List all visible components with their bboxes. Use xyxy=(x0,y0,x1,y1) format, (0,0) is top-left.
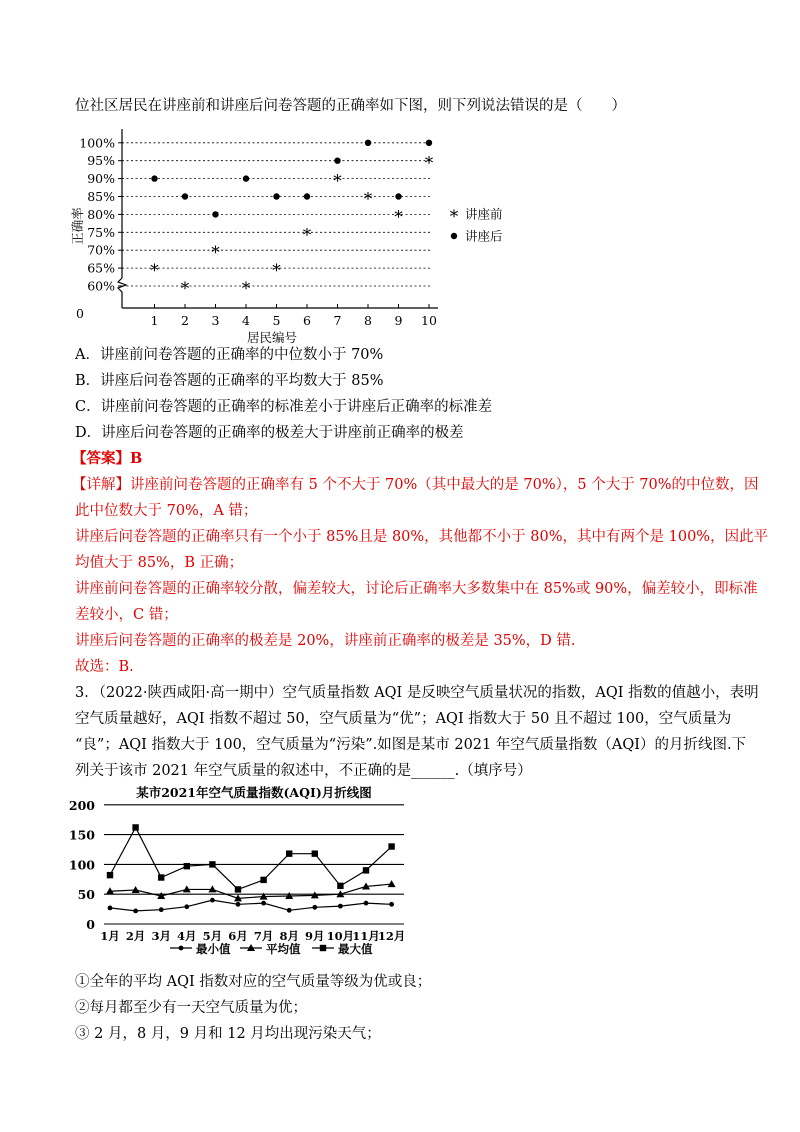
data-point xyxy=(388,880,396,887)
option-d: D．讲座后问卷答题的正确率的极差大于讲座前正确率的极差 xyxy=(75,425,464,441)
x-tick-label: 8月 xyxy=(279,929,299,943)
data-point xyxy=(389,902,394,907)
before-point: * xyxy=(424,153,434,174)
x-tick-label: 1 xyxy=(150,313,159,328)
series-line xyxy=(110,827,392,889)
data-point xyxy=(184,904,189,909)
before-point: * xyxy=(211,243,220,264)
data-point xyxy=(388,843,394,849)
after-point xyxy=(273,193,279,199)
x-tick-label: 4 xyxy=(242,313,250,328)
legend-label: 讲座前 xyxy=(465,206,503,222)
x-axis-label: 居民编号 xyxy=(246,330,298,345)
statement-2: ②每月都至少有一天空气质量为优； xyxy=(75,1000,307,1016)
explanation-line: 【详解】讲座前问卷答题的正确率有 5 个不大于 70%（其中最大的是 70%），5 个大于 70%的中位数，因 xyxy=(72,477,759,493)
after-point xyxy=(395,193,401,199)
before-point: * xyxy=(150,261,159,282)
after-point xyxy=(151,175,157,181)
series-line xyxy=(110,900,392,911)
series-line xyxy=(110,884,392,898)
question-3-line: “良”；AQI 指数大于 100，空气质量为“污染”.如图是某市 2021 年空气质量指数（AQI）的月折线图.下 xyxy=(75,737,747,753)
explanation-line: 故选：B. xyxy=(75,659,134,675)
question-intro: 位社区居民在讲座前和讲座后问卷答题的正确率如下图，则下列说法错误的是（ ） xyxy=(75,98,626,114)
y-tick-label: 85% xyxy=(87,189,115,204)
data-point xyxy=(312,905,317,910)
y-tick-label: 100% xyxy=(79,135,115,151)
x-tick-label: 12月 xyxy=(377,929,406,943)
y-tick-label: 200 xyxy=(68,797,95,813)
data-point xyxy=(132,886,140,893)
data-point xyxy=(337,883,343,889)
after-point xyxy=(365,140,371,146)
y-tick-label: 65% xyxy=(87,260,115,276)
x-tick-label: 3月 xyxy=(151,929,171,943)
x-tick-label: 9 xyxy=(394,313,403,328)
y-tick-label: 75% xyxy=(87,224,115,240)
chart-title: 某市2021年空气质量指数(AQI)月折线图 xyxy=(136,785,372,800)
y-tick-label: 60% xyxy=(87,278,115,294)
data-point xyxy=(260,877,266,883)
answer: 【答案】B xyxy=(72,450,143,467)
data-point xyxy=(338,904,343,909)
data-point xyxy=(107,872,113,878)
x-tick-label: 10月 xyxy=(326,929,355,943)
scatter-chart xyxy=(0,126,800,366)
x-tick-label: 7月 xyxy=(253,929,274,943)
explanation-line: 讲座前问卷答题的正确率较分散，偏差较大，讨论后正确率大多数集中在 85%或 90%，偏差较小，即标准 xyxy=(75,581,758,597)
data-point xyxy=(133,908,138,913)
option-c: C．讲座前问卷答题的正确率的标准差小于讲座后正确率的标准差 xyxy=(75,399,493,415)
axis-break xyxy=(118,278,126,308)
x-tick-label: 4月 xyxy=(177,929,197,943)
data-point xyxy=(184,863,190,869)
data-point xyxy=(286,850,292,856)
question-3-line: 列关于该市 2021 年空气质量的叙述中，不正确的是______.（填序号） xyxy=(75,763,532,779)
data-point xyxy=(158,874,164,880)
y-tick-label: 100 xyxy=(68,857,95,873)
x-tick-label: 6 xyxy=(303,313,311,328)
y-tick-label: 80% xyxy=(87,206,115,222)
y-origin-label: 0 xyxy=(76,306,84,321)
data-point xyxy=(261,901,266,906)
legend-label: 讲座后 xyxy=(465,228,503,244)
y-tick-label: 70% xyxy=(87,242,115,258)
after-point xyxy=(426,140,432,146)
y-tick-label: 0 xyxy=(86,917,95,932)
data-point xyxy=(132,824,138,830)
y-axis-label: 正确率 xyxy=(70,207,85,245)
x-tick-label: 10 xyxy=(421,313,437,328)
y-tick-label: 95% xyxy=(87,153,115,169)
after-point xyxy=(182,193,188,199)
data-point xyxy=(108,906,113,911)
data-point xyxy=(159,907,164,912)
before-point: * xyxy=(363,189,373,210)
legend-label: 最大值 xyxy=(338,942,373,956)
y-tick-label: 90% xyxy=(87,171,115,187)
x-tick-label: 9月 xyxy=(305,929,325,943)
explanation-line: 讲座后问卷答题的正确率的极差是 20%，讲座前正确率的极差是 35%，D 错. xyxy=(75,633,576,649)
x-tick-label: 5月 xyxy=(202,929,223,943)
legend-marker-before: * xyxy=(449,207,459,227)
legend-label: 最小值 xyxy=(196,942,231,956)
after-point xyxy=(304,193,310,199)
data-point xyxy=(235,886,241,892)
x-tick-label: 5 xyxy=(272,313,281,328)
explanation-line: 讲座后问卷答题的正确率只有一个小于 85%且是 80%，其他都不小于 80%，其中有两个是 100%，因此平 xyxy=(75,529,769,545)
question-3-line: 空气质量越好，AQI 指数不超过 50，空气质量为“优”；AQI 指数大于 50 且不超过 100，空气质量为 xyxy=(75,711,732,727)
explanation-line: 均值大于 85%，B 正确； xyxy=(75,555,244,571)
x-tick-label: 11月 xyxy=(352,929,380,943)
statement-1: ①全年的平均 AQI 指数对应的空气质量等级为优或良； xyxy=(75,974,432,990)
x-tick-label: 2月 xyxy=(125,929,146,943)
legend-marker xyxy=(179,946,184,951)
before-point: * xyxy=(302,225,312,246)
explanation-line: 此中位数大于 70%，A 错； xyxy=(75,503,258,519)
data-point xyxy=(287,908,292,913)
data-point xyxy=(236,902,241,907)
after-point xyxy=(212,211,218,217)
x-tick-label: 1月 xyxy=(100,929,120,943)
aqi-line-chart xyxy=(0,782,800,962)
before-point: * xyxy=(180,279,190,299)
question-3-line: 3．（2022·陕西咸阳·高一期中）空气质量指数 AQI 是反映空气质量状况的指数，AQI 指数的值越小，表明 xyxy=(75,685,759,701)
legend-label: 平均值 xyxy=(266,942,301,956)
y-tick-label: 150 xyxy=(68,827,95,843)
x-tick-label: 7 xyxy=(333,313,342,328)
before-point: * xyxy=(241,279,251,299)
data-point xyxy=(364,901,369,906)
statement-3: ③ 2 月，8 月，9 月和 12 月均出现污染天气； xyxy=(75,1026,381,1042)
x-tick-label: 2 xyxy=(181,313,189,328)
legend-marker-after xyxy=(451,233,457,239)
before-point: * xyxy=(272,261,281,282)
x-tick-label: 8 xyxy=(364,313,372,328)
option-b: B．讲座后问卷答题的正确率的平均数大于 85% xyxy=(75,373,384,389)
after-point xyxy=(334,158,340,164)
before-point: * xyxy=(394,207,403,228)
explanation-line: 差较小，C 错； xyxy=(75,607,178,623)
after-point xyxy=(243,175,249,181)
y-tick-label: 50 xyxy=(77,887,95,903)
data-point xyxy=(312,850,318,856)
option-a: A．讲座前问卷答题的正确率的中位数小于 70% xyxy=(75,347,384,363)
x-tick-label: 6月 xyxy=(228,929,248,943)
data-point xyxy=(209,861,215,867)
x-tick-label: 3 xyxy=(211,313,220,328)
data-point xyxy=(210,898,215,903)
before-point: * xyxy=(333,171,342,192)
legend-marker xyxy=(320,945,326,951)
data-point xyxy=(363,867,369,873)
